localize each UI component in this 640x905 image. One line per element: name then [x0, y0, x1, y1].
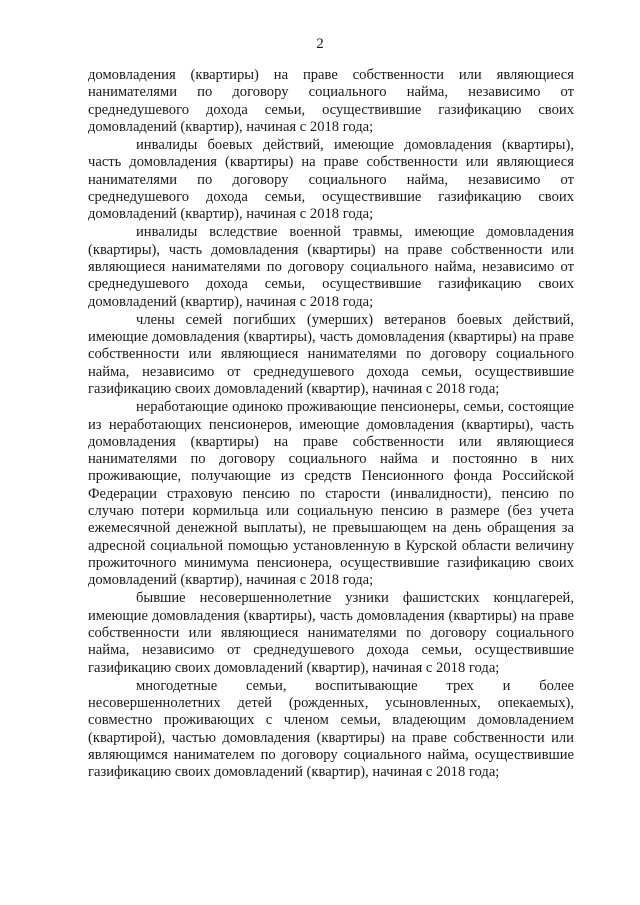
paragraph-military-injury-disabled: инвалиды вследствие военной травмы, имеющие домовладения (квартиры), часть домовладения (квартиры) на праве собственности или являющиеся нанимателями по договору социального найма, независимо от среднедушевого дохода семьи, осуществившие газификацию своих домовладений (квартир), начиная с 2018 года;	[88, 224, 574, 310]
paragraph-pensioners: неработающие одиноко проживающие пенсионеры, семьи, состоящие из неработающих пенсионеров, имеющие домовладения (квартиры), часть домовладения (квартиры) на праве собственности или являющиеся нанимателями по договору социального найма и постоянно в них проживающие, получающие из средств Пенсионного фонда Российской Федерации страховую пенсию по старости (инвалидности), пенсию по случаю потери кормильца или социальную пенсию в размере (без учета ежемесячной денежной выплаты), не превышающем на день обращения за адресной социальной помощью установленную в Курской области величину прожиточного минимума пенсионера, осуществившие газификацию своих домовладений (квартир), начиная с 2018 года;	[88, 399, 574, 589]
paragraph-continued: домовладения (квартиры) на праве собственности или являющиеся нанимателями по договору социального найма, независимо от среднедушевого дохода семьи, осуществившие газификацию своих домовладений (квартир), начиная с 2018 года;	[88, 67, 574, 135]
document-body	[88, 67, 574, 782]
page-number: 2	[316, 36, 324, 52]
paragraph-former-prisoners: бывшие несовершеннолетние узники фашистских концлагерей, имеющие домовладения (квартиры), часть домовладения (квартиры) на праве собственности или являющиеся нанимателями по договору социального найма, независимо от среднедушевого дохода семьи, осуществившие газификацию своих домовладений (квартир), начиная с 2018 года;	[88, 590, 574, 676]
paragraph-combat-disabled: инвалиды боевых действий, имеющие домовладения (квартиры), часть домовладения (квартиры) на праве собственности или являющиеся нанимателями по договору социального найма, независимо от среднедушевого дохода семьи, осуществившие газификацию своих домовладений (квартир), начиная с 2018 года;	[88, 137, 574, 223]
paragraph-families-of-veterans: члены семей погибших (умерших) ветеранов боевых действий, имеющие домовладения (квартиры), часть домовладения (квартиры) на праве собственности или являющиеся нанимателями по договору социального найма, независимо от среднедушевого дохода семьи, осуществившие газификацию своих домовладений (квартир), начиная с 2018 года;	[88, 311, 574, 398]
paragraph-large-families: многодетные семьи, воспитывающие трех и более несовершеннолетних детей (рожденных, усыновленных, опекаемых), совместно проживающих с членом семьи, владеющим домовладением (квартирой), частью домовладения (квартиры) на праве собственности или являющимся нанимателем по договору социального найма, осуществившие газификацию своих домовладений (квартир), начиная с 2018 года;	[88, 677, 574, 781]
